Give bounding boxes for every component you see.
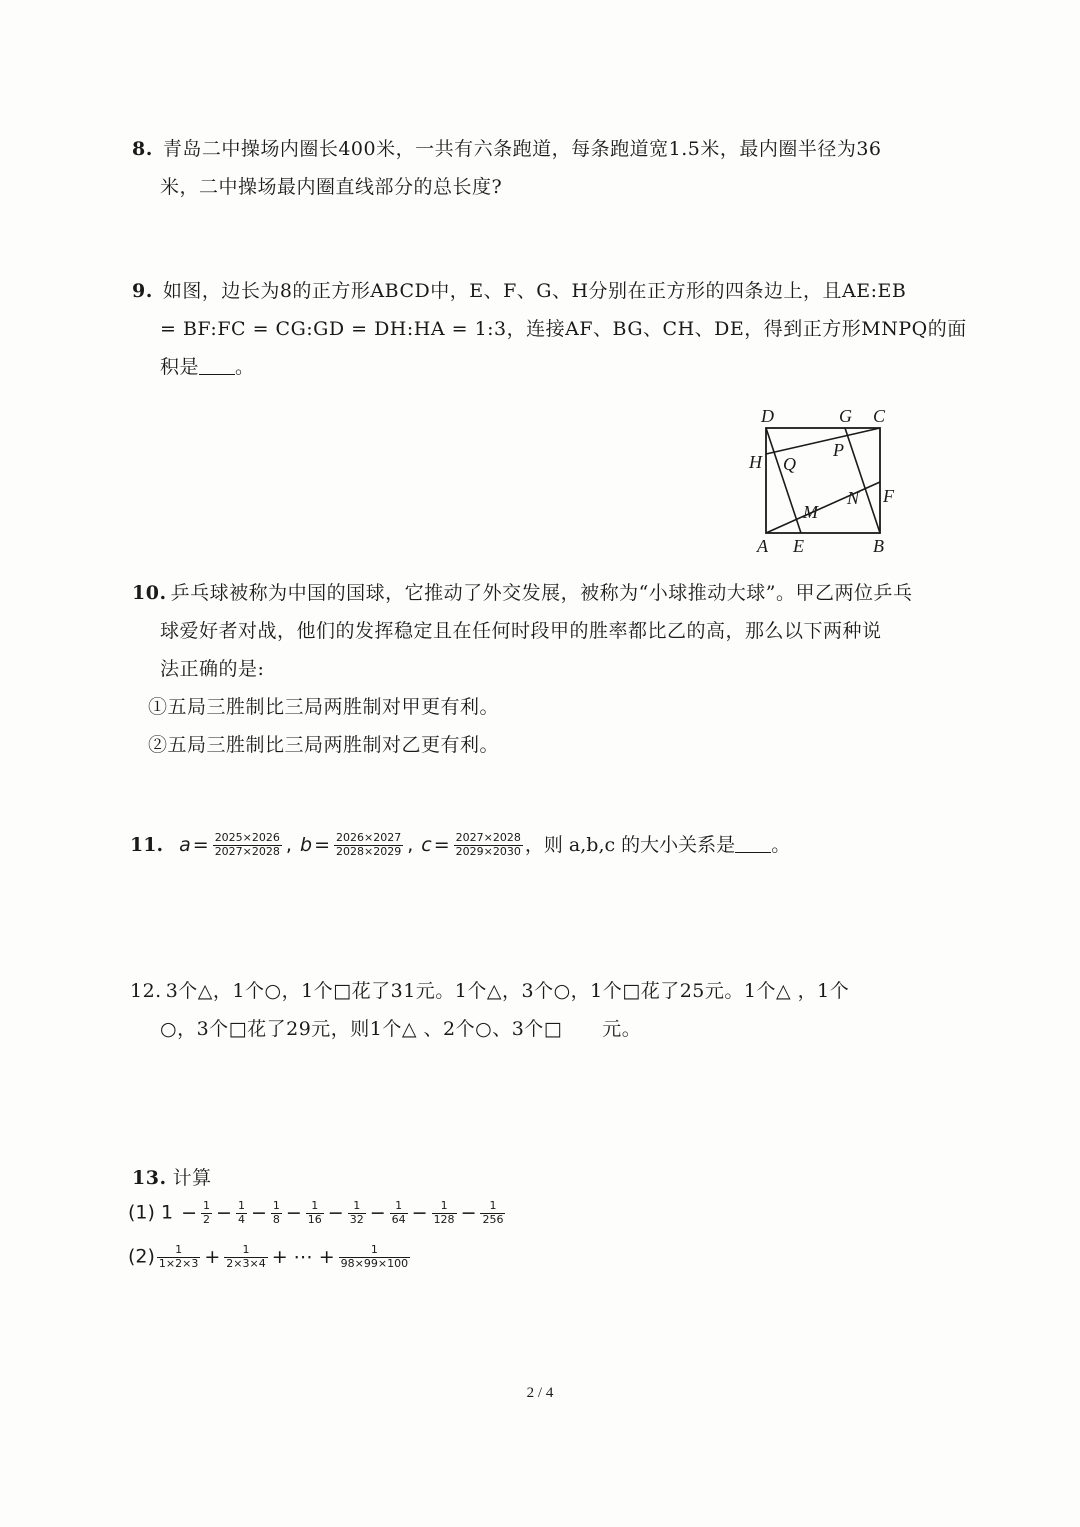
page-number: 2 / 4 — [526, 1385, 554, 1401]
q13-part2-frac-3-num: 1 — [339, 1244, 410, 1258]
q11-end: 。 — [771, 834, 791, 856]
q10-option-1: ①五局三胜制比三局两胜制对甲更有利。 — [148, 696, 500, 718]
q13-part1-frac — [201, 1200, 212, 1226]
q9-number: 9. — [132, 280, 153, 302]
line-bg — [845, 428, 880, 533]
minus-sign: − — [411, 1201, 428, 1224]
q13-part2-frac-1-den: 1×2×3 — [158, 1256, 199, 1270]
q11-var-c: c — [421, 834, 432, 856]
q11-var-b: b — [300, 834, 313, 856]
label-g: G — [839, 406, 852, 426]
q13-part1-frac-den: 256 — [482, 1212, 504, 1226]
q13-part1-frac — [480, 1200, 505, 1226]
q13-heading — [132, 1163, 212, 1190]
minus-sign: − — [460, 1201, 477, 1224]
q13-part2-frac-2-num: 1 — [224, 1244, 267, 1258]
q13-part1-frac — [348, 1200, 366, 1226]
q10-text-1: 乒乓球被称为中国的国球，它推动了外交发展，被称为“小球推动大球”。甲乙两位乒乓 — [170, 582, 913, 604]
q13-part1-frac-den: 2 — [203, 1212, 211, 1226]
q11-frac-b — [334, 832, 403, 858]
q11-number: 11. — [130, 834, 164, 856]
q11-frac-c-num: 2027×2028 — [455, 831, 521, 845]
q13-part2-frac-1 — [157, 1244, 200, 1270]
q12-text-2: ○，3个□花了29元，则1个△ 、2个○、3个□ — [160, 1018, 563, 1040]
label-m: M — [803, 502, 818, 522]
q13-part1-frac-num: 1 — [432, 1200, 457, 1214]
q11-var-a: a — [179, 834, 191, 856]
q11-answer-blank — [735, 833, 771, 853]
q9-answer-blank — [199, 355, 235, 375]
q12-line1 — [130, 976, 849, 1003]
q13-part1-frac-den: 4 — [237, 1212, 245, 1226]
q10-line2: 球爱好者对战，他们的发挥稳定且在任何时段甲的胜率都比乙的高，那么以下两种说 — [160, 620, 882, 642]
minus-sign: − — [216, 1201, 232, 1224]
label-e: E — [793, 536, 804, 556]
q13-part1 — [128, 1200, 507, 1226]
q13-part2-ellipsis: + ⋯ + — [271, 1245, 335, 1268]
q13-part1-frac-num: 1 — [237, 1199, 245, 1212]
q13-part2-label: (2) — [128, 1245, 155, 1268]
q9-square-figure — [745, 400, 905, 560]
q11-frac-c-den: 2029×2030 — [455, 845, 521, 858]
q13-part1-frac-num: 1 — [272, 1199, 280, 1212]
q10-line1 — [132, 578, 913, 605]
q12-number: 12. — [130, 980, 162, 1002]
q12-text-1: 3个△，1个○，1个□花了31元。1个△，3个○，1个□花了25元。1个△ ，1个 — [165, 980, 850, 1002]
q11-frac-a — [213, 832, 282, 858]
q13-part1-terms — [179, 1199, 507, 1226]
q11-tail: ，则 a,b,c 的大小关系是 — [524, 834, 736, 856]
q13-part1-frac-den: 8 — [272, 1212, 280, 1226]
label-c: C — [873, 406, 886, 426]
label-n: N — [847, 488, 860, 508]
q11-frac-c — [454, 832, 523, 858]
q13-part2-frac-2 — [224, 1244, 267, 1270]
minus-sign: − — [285, 1201, 302, 1224]
q11-frac-a-den: 2027×2028 — [214, 845, 280, 858]
line-af — [766, 482, 880, 533]
q13-part1-frac — [432, 1200, 457, 1226]
q9-text-3-end: 。 — [235, 356, 255, 378]
q13-number: 13. — [132, 1167, 167, 1189]
q12-line2 — [160, 1014, 641, 1041]
label-q: Q — [783, 454, 796, 474]
q13-part2-frac-3 — [339, 1244, 410, 1270]
minus-sign: − — [181, 1201, 198, 1224]
q13-part1-frac — [390, 1200, 408, 1226]
label-b: B — [873, 536, 884, 556]
q13-part2-frac-3-den: 98×99×100 — [340, 1256, 409, 1270]
q13-part1-frac — [271, 1200, 282, 1226]
label-h: H — [749, 452, 762, 472]
q13-part1-frac-den: 128 — [433, 1212, 455, 1226]
q8-text-1: 青岛二中操场内圈长400米，一共有六条跑道，每条跑道宽1.5米，最内圈半径为36 — [162, 138, 882, 160]
q13-part2-frac-1-num: 1 — [157, 1244, 200, 1258]
q9-line1 — [132, 276, 906, 303]
q9-text-1: 如图，边长为8的正方形ABCD中，E、F、G、H分别在正方形的四条边上，且AE:EB — [162, 280, 907, 302]
q9-line2: = BF:FC = CG:GD = DH:HA = 1:3，连接AF、BG、CH、DE，得到正方形MNPQ的面 — [160, 318, 967, 340]
q8-line1 — [132, 134, 882, 161]
q13-part1-frac — [236, 1200, 247, 1226]
minus-sign: − — [369, 1201, 386, 1224]
q11-frac-a-num: 2025×2026 — [214, 831, 280, 845]
q13-part1-frac-num: 1 — [203, 1199, 211, 1212]
label-d: D — [761, 406, 774, 426]
q9-text-3: 积是 — [160, 356, 200, 378]
q13-part1-frac-den: 64 — [391, 1212, 406, 1226]
q13-part2-frac-2-den: 2×3×4 — [226, 1256, 266, 1270]
q10-option-2: ②五局三胜制比三局两胜制对乙更有利。 — [148, 734, 500, 756]
q13-part1-label: (1) — [128, 1201, 155, 1224]
q13-part1-frac-den: 32 — [349, 1212, 364, 1226]
line-ch — [766, 428, 880, 454]
line-de — [766, 428, 801, 533]
q13-part2: (2) $\frac{1}{1\times 2\times 3}$ + $\frac{1}{2\times 3\times 4}$ + ⋯ + $\frac{1}{98\times 99\times 100}$ — [128, 1243, 409, 1270]
minus-sign: − — [327, 1201, 344, 1224]
q11-line: 11. a = $\frac{2025\times 2026}{2027\times 2028}$ , b = $\frac{2026\times 2027}{2028\times 2029}$ , c = $\frac{2027\times 2028}{2029\times 2030}$ ，则 a,b,c 的大小关系是 。 — [130, 831, 791, 858]
q8-number: 8. — [132, 138, 153, 160]
q9-line3 — [160, 352, 255, 379]
q10-number: 10. — [132, 582, 167, 604]
q13-part1-frac-num: 1 — [348, 1200, 366, 1214]
q11-frac-b-num: 2026×2027 — [335, 831, 402, 845]
q8-line2: 米，二中操场最内圈直线部分的总长度? — [160, 176, 503, 198]
q13-part1-frac-num: 1 — [390, 1200, 408, 1214]
label-p: P — [833, 440, 844, 460]
q13-part1-frac-num: 1 — [306, 1200, 324, 1214]
q13-part1-frac — [306, 1200, 324, 1226]
q13-part1-lead: 1 — [160, 1201, 174, 1224]
q10-line3: 法正确的是: — [160, 658, 265, 680]
q13-part1-frac-den: 16 — [307, 1212, 322, 1226]
q11-frac-b-den: 2028×2029 — [335, 845, 402, 858]
q13-part1-frac-num: 1 — [480, 1200, 505, 1214]
label-f: F — [883, 486, 894, 506]
minus-sign: − — [250, 1201, 267, 1224]
label-a: A — [757, 536, 768, 556]
q12-text-2-end: 元。 — [602, 1018, 642, 1040]
q13-title: 计算 — [172, 1167, 212, 1189]
